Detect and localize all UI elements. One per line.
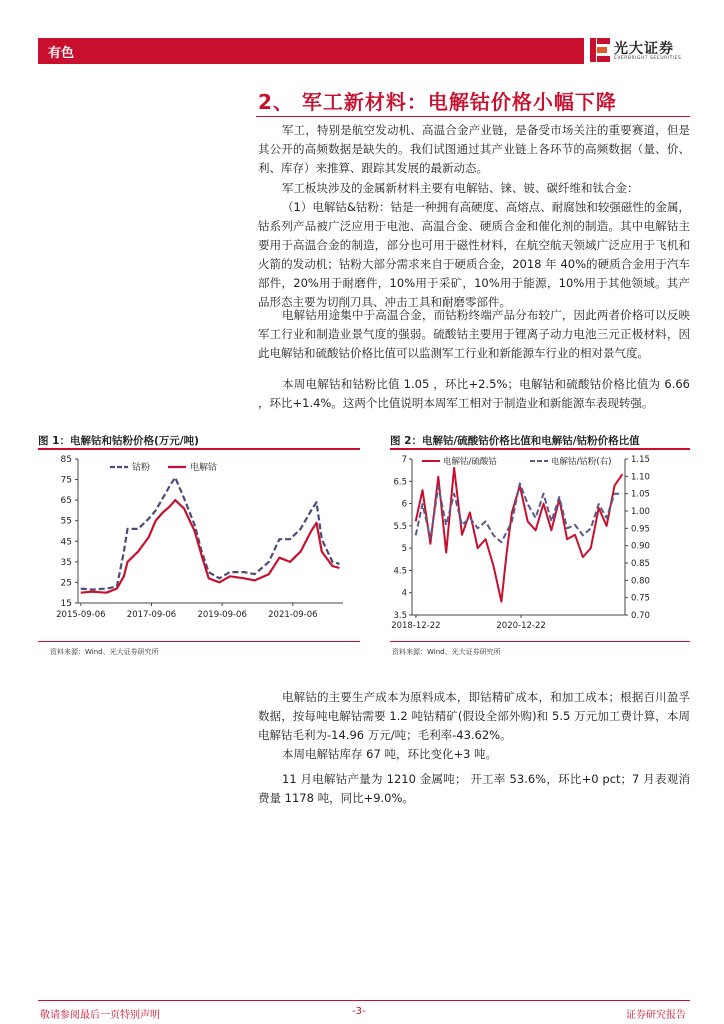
y-left-tick-label: 3.5 (393, 611, 407, 621)
paragraph-inventory: 本周电解钴库存 67 吨，环比变化+3 吨。 (282, 747, 498, 761)
paragraph-ratio: 本周电解钴和钴粉比值 1.05 ，环比+2.5%；电解钴和硫酸钴价格比值为 6.66 ，环比+1.4%。这两个比值说明本周军工相对于制造业和新能源车表现转强。 (258, 377, 690, 410)
x-tick-label: 2017-09-06 (126, 610, 177, 620)
chart-cobalt-prices (38, 453, 360, 638)
section-label: 有色 (48, 46, 75, 61)
y-left-tick-label: 7 (401, 455, 407, 465)
chart-cobalt-ratios (390, 453, 690, 638)
section-title: 2、 军工新材料：电解钴价格小幅下降 (258, 90, 617, 114)
brand-name: 光大证券 (614, 41, 674, 57)
paragraph-production: 11 月电解钴产量为 1210 金属吨； 开工率 53.6%，环比+0 pct；7 月表观消费量 1178 吨，同比+9.0%。 (258, 772, 690, 805)
y-right-tick-label: 0.85 (631, 559, 650, 569)
y-right-tick-label: 1.10 (631, 472, 650, 483)
figure-2-title: 图 2：电解钴/硫酸钴价格比值和电解钴/钴粉价格比值 (390, 435, 640, 447)
y-tick-label: 85 (60, 455, 72, 465)
y-tick-label: 25 (60, 578, 72, 589)
legend-label-1: 电解钴 (190, 463, 218, 473)
figure-2-bottom-rule (390, 641, 690, 642)
title-divider (256, 116, 690, 117)
y-tick-label: 35 (60, 557, 72, 568)
footer-disclaimer: 敬请参阅最后一页特别声明 (40, 1010, 160, 1021)
figure-1-source: 资料来源：Wind、光大证券研究所 (50, 648, 159, 656)
paragraph-cost: 电解钴的主要生产成本为原料成本，即钴精矿成本，和加工成本；根据百川盈孚数据，按每吨电解钴需要 1.2 吨钴精矿(假设全部外购)和 5.5 万元加工费计算，本周电解钴毛利为-14.96 万元/吨；毛利率-43.62%。 (258, 690, 690, 742)
legend-label-0: 电解钴/硫酸钴 (443, 457, 497, 467)
y-right-tick-label: 0.90 (631, 541, 650, 552)
paragraph-materials: 军工板块涉及的金属新材料主要有电解钴、铼、铍、碳纤维和钛合金： (282, 181, 639, 195)
y-right-tick-label: 0.70 (631, 611, 650, 621)
series-line-0 (81, 478, 340, 590)
page-number: -3- (352, 1006, 366, 1017)
x-tick-label: 2020-12-22 (496, 621, 546, 631)
y-left-tick-label: 4.5 (393, 566, 407, 577)
x-tick-label: 2019-09-06 (197, 610, 247, 620)
figure-2 (390, 433, 690, 658)
y-right-tick-label: 0.80 (631, 576, 650, 587)
x-tick-label: 2018-12-22 (391, 621, 441, 631)
x-tick-label: 2015-09-06 (56, 610, 106, 620)
y-right-tick-label: 1.15 (631, 455, 650, 465)
figure-2-rule (390, 448, 690, 450)
y-left-tick-label: 5 (401, 544, 407, 555)
y-right-tick-label: 1.05 (631, 489, 650, 500)
y-tick-label: 55 (60, 516, 72, 527)
y-left-tick-label: 6 (401, 499, 407, 510)
paragraph-intro: 军工，特别是航空发动机、高温合金产业链，是备受市场关注的重要赛道，但是其公开的高频数据是缺失的。我们试图通过其产业链上各环节的高频数据（量、价、利、库存）来推算、跟踪其发展的最新动态。 (258, 123, 690, 175)
y-tick-label: 45 (60, 537, 72, 548)
y-left-tick-label: 6.5 (393, 477, 407, 488)
y-tick-label: 75 (60, 475, 72, 486)
series-line-1 (416, 483, 623, 542)
y-right-tick-label: 1.00 (631, 507, 650, 517)
brand-logo (590, 36, 690, 66)
legend-label-1: 电解钴/钴粉(右) (551, 457, 612, 467)
y-left-tick-label: 5.5 (393, 521, 407, 532)
y-left-tick-label: 4 (401, 588, 407, 599)
series-line-0 (416, 468, 623, 602)
figure-1 (38, 433, 360, 658)
figure-2-source: 资料来源：Wind、光大证券研究所 (392, 648, 501, 656)
figure-1-title: 图 1：电解钴和钴粉价格(万元/吨) (38, 435, 199, 447)
paragraph-cobalt: （1）电解钴&钴粉：钴是一种拥有高硬度、高熔点、耐腐蚀和较强磁性的金属，钴系列产品被广泛应用于电池、高温合金、硬质合金和催化剂的制造。其中电解钴主要用于高温合金的制造，部分也可用于磁性材料，在航空航天领域广泛应用于飞机和火箭的发动机；钴粉大部分需求来自于硬质合金，2018 年 40%的硬质合金用于汽车部件，20%用于耐磨件，10%用于采矿，10%用于能源，10%用于其他领域。其产品形态主要为切削刀具、冲击工具和耐磨零部件。 (258, 200, 690, 309)
legend-label-0: 钴粉 (132, 463, 151, 473)
y-right-tick-label: 0.75 (631, 593, 650, 604)
paragraph-usage: 电解钴用途集中于高温合金，而钴粉终端产品分布较广，因此两者价格可以反映军工行业和制造业景气度的强弱。硫酸钴主要用于锂离子动力电池三元正极材料，因此电解钴和硫酸钴价格比值可以监测军工行业和新能源车行业的相对景气度。 (258, 308, 690, 360)
series-line-1 (81, 500, 340, 593)
figure-1-rule (38, 448, 360, 450)
y-tick-label: 65 (60, 496, 72, 507)
footer-report-type: 证券研究报告 (626, 1010, 686, 1021)
x-tick-label: 2021-09-06 (268, 610, 318, 620)
y-tick-label: 15 (60, 599, 72, 609)
y-right-tick-label: 0.95 (631, 524, 650, 535)
section-header-bar (38, 38, 584, 64)
brand-mark-icon (590, 38, 610, 62)
footer-divider (38, 1000, 690, 1001)
brand-subtitle: EVERBRIGHT SECURITIES (614, 56, 682, 61)
figure-1-bottom-rule (38, 641, 360, 642)
